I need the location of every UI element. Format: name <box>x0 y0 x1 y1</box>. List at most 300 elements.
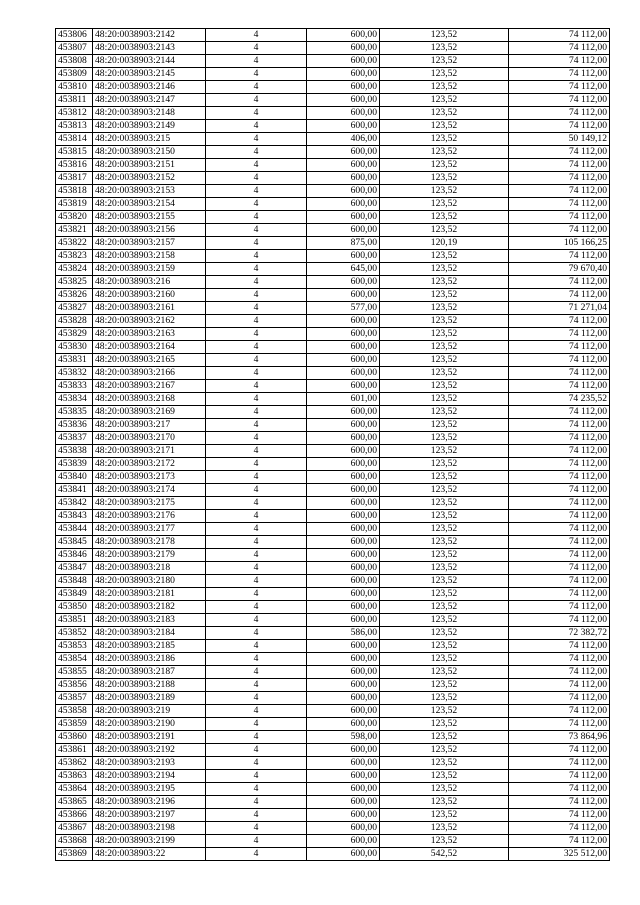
table-row <box>56 315 610 328</box>
row-number-cell: 453812 <box>56 107 93 120</box>
row-number-cell: 453863 <box>56 770 93 783</box>
rate-cell: 123,52 <box>380 666 509 679</box>
table-row <box>56 328 610 341</box>
table-row <box>56 224 610 237</box>
cadastral-number-cell: 48:20:0038903:2159 <box>93 263 206 276</box>
area-cell: 600,00 <box>307 484 380 497</box>
cadastral-number-cell: 48:20:0038903:2175 <box>93 497 206 510</box>
table-row <box>56 380 610 393</box>
class-cell: 4 <box>206 692 307 705</box>
cadastral-number-cell: 48:20:0038903:2182 <box>93 601 206 614</box>
table-row <box>56 432 610 445</box>
area-cell: 600,00 <box>307 367 380 380</box>
value-cell: 74 112,00 <box>509 55 610 68</box>
class-cell: 4 <box>206 250 307 263</box>
class-cell: 4 <box>206 380 307 393</box>
row-number-cell: 453835 <box>56 406 93 419</box>
row-number-cell: 453847 <box>56 562 93 575</box>
rate-cell: 123,52 <box>380 809 509 822</box>
value-cell: 71 271,04 <box>509 302 610 315</box>
class-cell: 4 <box>206 562 307 575</box>
table-row <box>56 302 610 315</box>
rate-cell: 123,52 <box>380 679 509 692</box>
table-row <box>56 367 610 380</box>
area-cell: 875,00 <box>307 237 380 250</box>
cadastral-number-cell: 48:20:0038903:2162 <box>93 315 206 328</box>
class-cell: 4 <box>206 81 307 94</box>
rate-cell: 123,52 <box>380 471 509 484</box>
rate-cell: 123,52 <box>380 146 509 159</box>
class-cell: 4 <box>206 783 307 796</box>
table-row <box>56 159 610 172</box>
value-cell: 74 112,00 <box>509 640 610 653</box>
cadastral-number-cell: 48:20:0038903:2184 <box>93 627 206 640</box>
area-cell: 600,00 <box>307 159 380 172</box>
class-cell: 4 <box>206 666 307 679</box>
row-number-cell: 453806 <box>56 29 93 42</box>
table-row <box>56 289 610 302</box>
value-cell: 74 112,00 <box>509 315 610 328</box>
value-cell: 74 112,00 <box>509 419 610 432</box>
row-number-cell: 453846 <box>56 549 93 562</box>
table-row <box>56 523 610 536</box>
table-row <box>56 250 610 263</box>
table-row <box>56 133 610 146</box>
rate-cell: 123,52 <box>380 328 509 341</box>
cadastral-number-cell: 48:20:0038903:2179 <box>93 549 206 562</box>
cadastral-number-cell: 48:20:0038903:2169 <box>93 406 206 419</box>
table-row <box>56 120 610 133</box>
row-number-cell: 453852 <box>56 627 93 640</box>
rate-cell: 123,52 <box>380 29 509 42</box>
class-cell: 4 <box>206 497 307 510</box>
area-cell: 600,00 <box>307 224 380 237</box>
row-number-cell: 453836 <box>56 419 93 432</box>
class-cell: 4 <box>206 55 307 68</box>
table-row <box>56 458 610 471</box>
row-number-cell: 453818 <box>56 185 93 198</box>
class-cell: 4 <box>206 185 307 198</box>
area-cell: 600,00 <box>307 432 380 445</box>
cadastral-number-cell: 48:20:0038903:2168 <box>93 393 206 406</box>
row-number-cell: 453840 <box>56 471 93 484</box>
rate-cell: 123,52 <box>380 757 509 770</box>
table-row <box>56 744 610 757</box>
row-number-cell: 453842 <box>56 497 93 510</box>
area-cell: 600,00 <box>307 523 380 536</box>
cadastral-number-cell: 48:20:0038903:2172 <box>93 458 206 471</box>
class-cell: 4 <box>206 419 307 432</box>
class-cell: 4 <box>206 263 307 276</box>
area-cell: 600,00 <box>307 549 380 562</box>
area-cell: 586,00 <box>307 627 380 640</box>
area-cell: 645,00 <box>307 263 380 276</box>
area-cell: 600,00 <box>307 354 380 367</box>
value-cell: 74 112,00 <box>509 757 610 770</box>
table-row <box>56 575 610 588</box>
cadastral-number-cell: 48:20:0038903:2146 <box>93 81 206 94</box>
area-cell: 600,00 <box>307 42 380 55</box>
class-cell: 4 <box>206 731 307 744</box>
row-number-cell: 453868 <box>56 835 93 848</box>
rate-cell: 123,52 <box>380 276 509 289</box>
value-cell: 74 112,00 <box>509 211 610 224</box>
cadastral-number-cell: 48:20:0038903:2148 <box>93 107 206 120</box>
area-cell: 600,00 <box>307 679 380 692</box>
table-row <box>56 692 610 705</box>
rate-cell: 123,52 <box>380 458 509 471</box>
rate-cell: 123,52 <box>380 367 509 380</box>
cadastral-number-cell: 48:20:0038903:22 <box>93 848 206 861</box>
area-cell: 600,00 <box>307 575 380 588</box>
value-cell: 74 112,00 <box>509 380 610 393</box>
class-cell: 4 <box>206 809 307 822</box>
value-cell: 74 112,00 <box>509 484 610 497</box>
rate-cell: 123,52 <box>380 614 509 627</box>
row-number-cell: 453834 <box>56 393 93 406</box>
class-cell: 4 <box>206 302 307 315</box>
area-cell: 600,00 <box>307 29 380 42</box>
class-cell: 4 <box>206 159 307 172</box>
area-cell: 600,00 <box>307 770 380 783</box>
area-cell: 600,00 <box>307 614 380 627</box>
value-cell: 74 112,00 <box>509 549 610 562</box>
value-cell: 74 112,00 <box>509 744 610 757</box>
class-cell: 4 <box>206 549 307 562</box>
area-cell: 600,00 <box>307 692 380 705</box>
row-number-cell: 453855 <box>56 666 93 679</box>
rate-cell: 123,52 <box>380 835 509 848</box>
class-cell: 4 <box>206 510 307 523</box>
rate-cell: 123,52 <box>380 419 509 432</box>
class-cell: 4 <box>206 276 307 289</box>
rate-cell: 123,52 <box>380 68 509 81</box>
row-number-cell: 453833 <box>56 380 93 393</box>
cadastral-number-cell: 48:20:0038903:2150 <box>93 146 206 159</box>
rate-cell: 123,52 <box>380 536 509 549</box>
value-cell: 74 112,00 <box>509 276 610 289</box>
class-cell: 4 <box>206 835 307 848</box>
class-cell: 4 <box>206 172 307 185</box>
cadastral-number-cell: 48:20:0038903:2149 <box>93 120 206 133</box>
class-cell: 4 <box>206 744 307 757</box>
class-cell: 4 <box>206 757 307 770</box>
area-cell: 600,00 <box>307 289 380 302</box>
table-row <box>56 497 610 510</box>
cadastral-number-cell: 48:20:0038903:2161 <box>93 302 206 315</box>
table-row <box>56 81 610 94</box>
cadastral-number-cell: 48:20:0038903:2177 <box>93 523 206 536</box>
rate-cell: 123,52 <box>380 432 509 445</box>
table-row <box>56 718 610 731</box>
row-number-cell: 453829 <box>56 328 93 341</box>
cadastral-number-cell: 48:20:0038903:2151 <box>93 159 206 172</box>
table-row <box>56 276 610 289</box>
row-number-cell: 453845 <box>56 536 93 549</box>
cadastral-number-cell: 48:20:0038903:2186 <box>93 653 206 666</box>
cadastral-number-cell: 48:20:0038903:2196 <box>93 796 206 809</box>
rate-cell: 123,52 <box>380 393 509 406</box>
rate-cell: 123,52 <box>380 341 509 354</box>
value-cell: 50 149,12 <box>509 133 610 146</box>
value-cell: 74 112,00 <box>509 601 610 614</box>
value-cell: 74 112,00 <box>509 445 610 458</box>
row-number-cell: 453814 <box>56 133 93 146</box>
class-cell: 4 <box>206 237 307 250</box>
rate-cell: 123,52 <box>380 315 509 328</box>
class-cell: 4 <box>206 42 307 55</box>
area-cell: 600,00 <box>307 120 380 133</box>
table-row <box>56 172 610 185</box>
area-cell: 600,00 <box>307 809 380 822</box>
value-cell: 74 112,00 <box>509 94 610 107</box>
row-number-cell: 453819 <box>56 198 93 211</box>
rate-cell: 123,52 <box>380 42 509 55</box>
rate-cell: 123,52 <box>380 549 509 562</box>
table-row <box>56 627 610 640</box>
class-cell: 4 <box>206 146 307 159</box>
value-cell: 74 112,00 <box>509 653 610 666</box>
class-cell: 4 <box>206 289 307 302</box>
cadastral-number-cell: 48:20:0038903:2178 <box>93 536 206 549</box>
area-cell: 600,00 <box>307 848 380 861</box>
area-cell: 600,00 <box>307 406 380 419</box>
row-number-cell: 453858 <box>56 705 93 718</box>
cadastral-number-cell: 48:20:0038903:2173 <box>93 471 206 484</box>
row-number-cell: 453822 <box>56 237 93 250</box>
area-cell: 600,00 <box>307 796 380 809</box>
area-cell: 600,00 <box>307 640 380 653</box>
row-number-cell: 453827 <box>56 302 93 315</box>
table-row <box>56 614 610 627</box>
rate-cell: 123,52 <box>380 588 509 601</box>
cadastral-number-cell: 48:20:0038903:2164 <box>93 341 206 354</box>
area-cell: 600,00 <box>307 198 380 211</box>
area-cell: 600,00 <box>307 146 380 159</box>
class-cell: 4 <box>206 445 307 458</box>
table-row <box>56 471 610 484</box>
table-row <box>56 731 610 744</box>
class-cell: 4 <box>206 588 307 601</box>
value-cell: 74 112,00 <box>509 718 610 731</box>
class-cell: 4 <box>206 29 307 42</box>
area-cell: 598,00 <box>307 731 380 744</box>
row-number-cell: 453864 <box>56 783 93 796</box>
cadastral-number-cell: 48:20:0038903:2166 <box>93 367 206 380</box>
value-cell: 74 112,00 <box>509 224 610 237</box>
class-cell: 4 <box>206 328 307 341</box>
class-cell: 4 <box>206 133 307 146</box>
value-cell: 74 112,00 <box>509 367 610 380</box>
value-cell: 74 112,00 <box>509 796 610 809</box>
area-cell: 600,00 <box>307 497 380 510</box>
class-cell: 4 <box>206 484 307 497</box>
value-cell: 74 112,00 <box>509 835 610 848</box>
rate-cell: 123,52 <box>380 172 509 185</box>
table-row <box>56 601 610 614</box>
class-cell: 4 <box>206 367 307 380</box>
row-number-cell: 453839 <box>56 458 93 471</box>
area-cell: 600,00 <box>307 55 380 68</box>
class-cell: 4 <box>206 705 307 718</box>
value-cell: 74 112,00 <box>509 783 610 796</box>
class-cell: 4 <box>206 523 307 536</box>
cadastral-number-cell: 48:20:0038903:217 <box>93 419 206 432</box>
cadastral-number-cell: 48:20:0038903:2157 <box>93 237 206 250</box>
rate-cell: 123,52 <box>380 523 509 536</box>
cadastral-number-cell: 48:20:0038903:2190 <box>93 718 206 731</box>
class-cell: 4 <box>206 224 307 237</box>
cadastral-number-cell: 48:20:0038903:2142 <box>93 29 206 42</box>
value-cell: 74 112,00 <box>509 107 610 120</box>
table-row <box>56 757 610 770</box>
cadastral-number-cell: 48:20:0038903:2194 <box>93 770 206 783</box>
cadastral-number-cell: 48:20:0038903:2199 <box>93 835 206 848</box>
rate-cell: 123,52 <box>380 302 509 315</box>
area-cell: 600,00 <box>307 328 380 341</box>
rate-cell: 123,52 <box>380 718 509 731</box>
rate-cell: 123,52 <box>380 783 509 796</box>
rate-cell: 123,52 <box>380 822 509 835</box>
value-cell: 74 112,00 <box>509 705 610 718</box>
cadastral-number-cell: 48:20:0038903:2181 <box>93 588 206 601</box>
value-cell: 74 112,00 <box>509 328 610 341</box>
cadastral-number-cell: 48:20:0038903:2171 <box>93 445 206 458</box>
row-number-cell: 453857 <box>56 692 93 705</box>
class-cell: 4 <box>206 640 307 653</box>
row-number-cell: 453861 <box>56 744 93 757</box>
value-cell: 72 382,72 <box>509 627 610 640</box>
table-row <box>56 94 610 107</box>
row-number-cell: 453843 <box>56 510 93 523</box>
table-row <box>56 146 610 159</box>
value-cell: 74 112,00 <box>509 575 610 588</box>
area-cell: 600,00 <box>307 822 380 835</box>
table-row <box>56 822 610 835</box>
class-cell: 4 <box>206 679 307 692</box>
class-cell: 4 <box>206 354 307 367</box>
cadastral-number-cell: 48:20:0038903:2165 <box>93 354 206 367</box>
class-cell: 4 <box>206 406 307 419</box>
rate-cell: 123,52 <box>380 575 509 588</box>
row-number-cell: 453865 <box>56 796 93 809</box>
row-number-cell: 453859 <box>56 718 93 731</box>
row-number-cell: 453825 <box>56 276 93 289</box>
table-row <box>56 770 610 783</box>
table-row <box>56 419 610 432</box>
area-cell: 600,00 <box>307 458 380 471</box>
row-number-cell: 453830 <box>56 341 93 354</box>
cadastral-table <box>55 28 610 861</box>
class-cell: 4 <box>206 107 307 120</box>
area-cell: 600,00 <box>307 588 380 601</box>
value-cell: 74 112,00 <box>509 172 610 185</box>
row-number-cell: 453848 <box>56 575 93 588</box>
table-row <box>56 679 610 692</box>
rate-cell: 123,52 <box>380 627 509 640</box>
table-row <box>56 263 610 276</box>
rate-cell: 123,52 <box>380 107 509 120</box>
table-row <box>56 666 610 679</box>
cadastral-number-cell: 48:20:0038903:2176 <box>93 510 206 523</box>
row-number-cell: 453854 <box>56 653 93 666</box>
class-cell: 4 <box>206 94 307 107</box>
row-number-cell: 453816 <box>56 159 93 172</box>
rate-cell: 123,52 <box>380 159 509 172</box>
table-row <box>56 705 610 718</box>
value-cell: 74 112,00 <box>509 692 610 705</box>
area-cell: 600,00 <box>307 562 380 575</box>
table-row <box>56 68 610 81</box>
class-cell: 4 <box>206 601 307 614</box>
cadastral-number-cell: 48:20:0038903:2160 <box>93 289 206 302</box>
cadastral-number-cell: 48:20:0038903:2192 <box>93 744 206 757</box>
table-body <box>56 29 610 861</box>
rate-cell: 123,52 <box>380 770 509 783</box>
rate-cell: 123,52 <box>380 81 509 94</box>
class-cell: 4 <box>206 471 307 484</box>
value-cell: 74 112,00 <box>509 159 610 172</box>
value-cell: 74 112,00 <box>509 679 610 692</box>
area-cell: 600,00 <box>307 68 380 81</box>
value-cell: 74 112,00 <box>509 406 610 419</box>
area-cell: 600,00 <box>307 276 380 289</box>
rate-cell: 123,52 <box>380 289 509 302</box>
row-number-cell: 453820 <box>56 211 93 224</box>
cadastral-number-cell: 48:20:0038903:2153 <box>93 185 206 198</box>
cadastral-number-cell: 48:20:0038903:218 <box>93 562 206 575</box>
row-number-cell: 453856 <box>56 679 93 692</box>
table-row <box>56 211 610 224</box>
cadastral-number-cell: 48:20:0038903:2167 <box>93 380 206 393</box>
table-row <box>56 510 610 523</box>
rate-cell: 123,52 <box>380 133 509 146</box>
value-cell: 74 112,00 <box>509 289 610 302</box>
area-cell: 406,00 <box>307 133 380 146</box>
row-number-cell: 453851 <box>56 614 93 627</box>
value-cell: 74 112,00 <box>509 809 610 822</box>
row-number-cell: 453810 <box>56 81 93 94</box>
table-row <box>56 796 610 809</box>
table-row <box>56 55 610 68</box>
table-row <box>56 809 610 822</box>
row-number-cell: 453824 <box>56 263 93 276</box>
value-cell: 74 112,00 <box>509 770 610 783</box>
rate-cell: 123,52 <box>380 744 509 757</box>
rate-cell: 123,52 <box>380 185 509 198</box>
class-cell: 4 <box>206 341 307 354</box>
row-number-cell: 453853 <box>56 640 93 653</box>
rate-cell: 123,52 <box>380 250 509 263</box>
table-row <box>56 848 610 861</box>
cadastral-number-cell: 48:20:0038903:2158 <box>93 250 206 263</box>
value-cell: 74 235,52 <box>509 393 610 406</box>
row-number-cell: 453869 <box>56 848 93 861</box>
area-cell: 600,00 <box>307 341 380 354</box>
class-cell: 4 <box>206 718 307 731</box>
table-row <box>56 484 610 497</box>
row-number-cell: 453807 <box>56 42 93 55</box>
rate-cell: 542,52 <box>380 848 509 861</box>
area-cell: 600,00 <box>307 536 380 549</box>
class-cell: 4 <box>206 315 307 328</box>
value-cell: 74 112,00 <box>509 146 610 159</box>
row-number-cell: 453837 <box>56 432 93 445</box>
class-cell: 4 <box>206 458 307 471</box>
value-cell: 74 112,00 <box>509 68 610 81</box>
value-cell: 74 112,00 <box>509 432 610 445</box>
cadastral-number-cell: 48:20:0038903:2174 <box>93 484 206 497</box>
